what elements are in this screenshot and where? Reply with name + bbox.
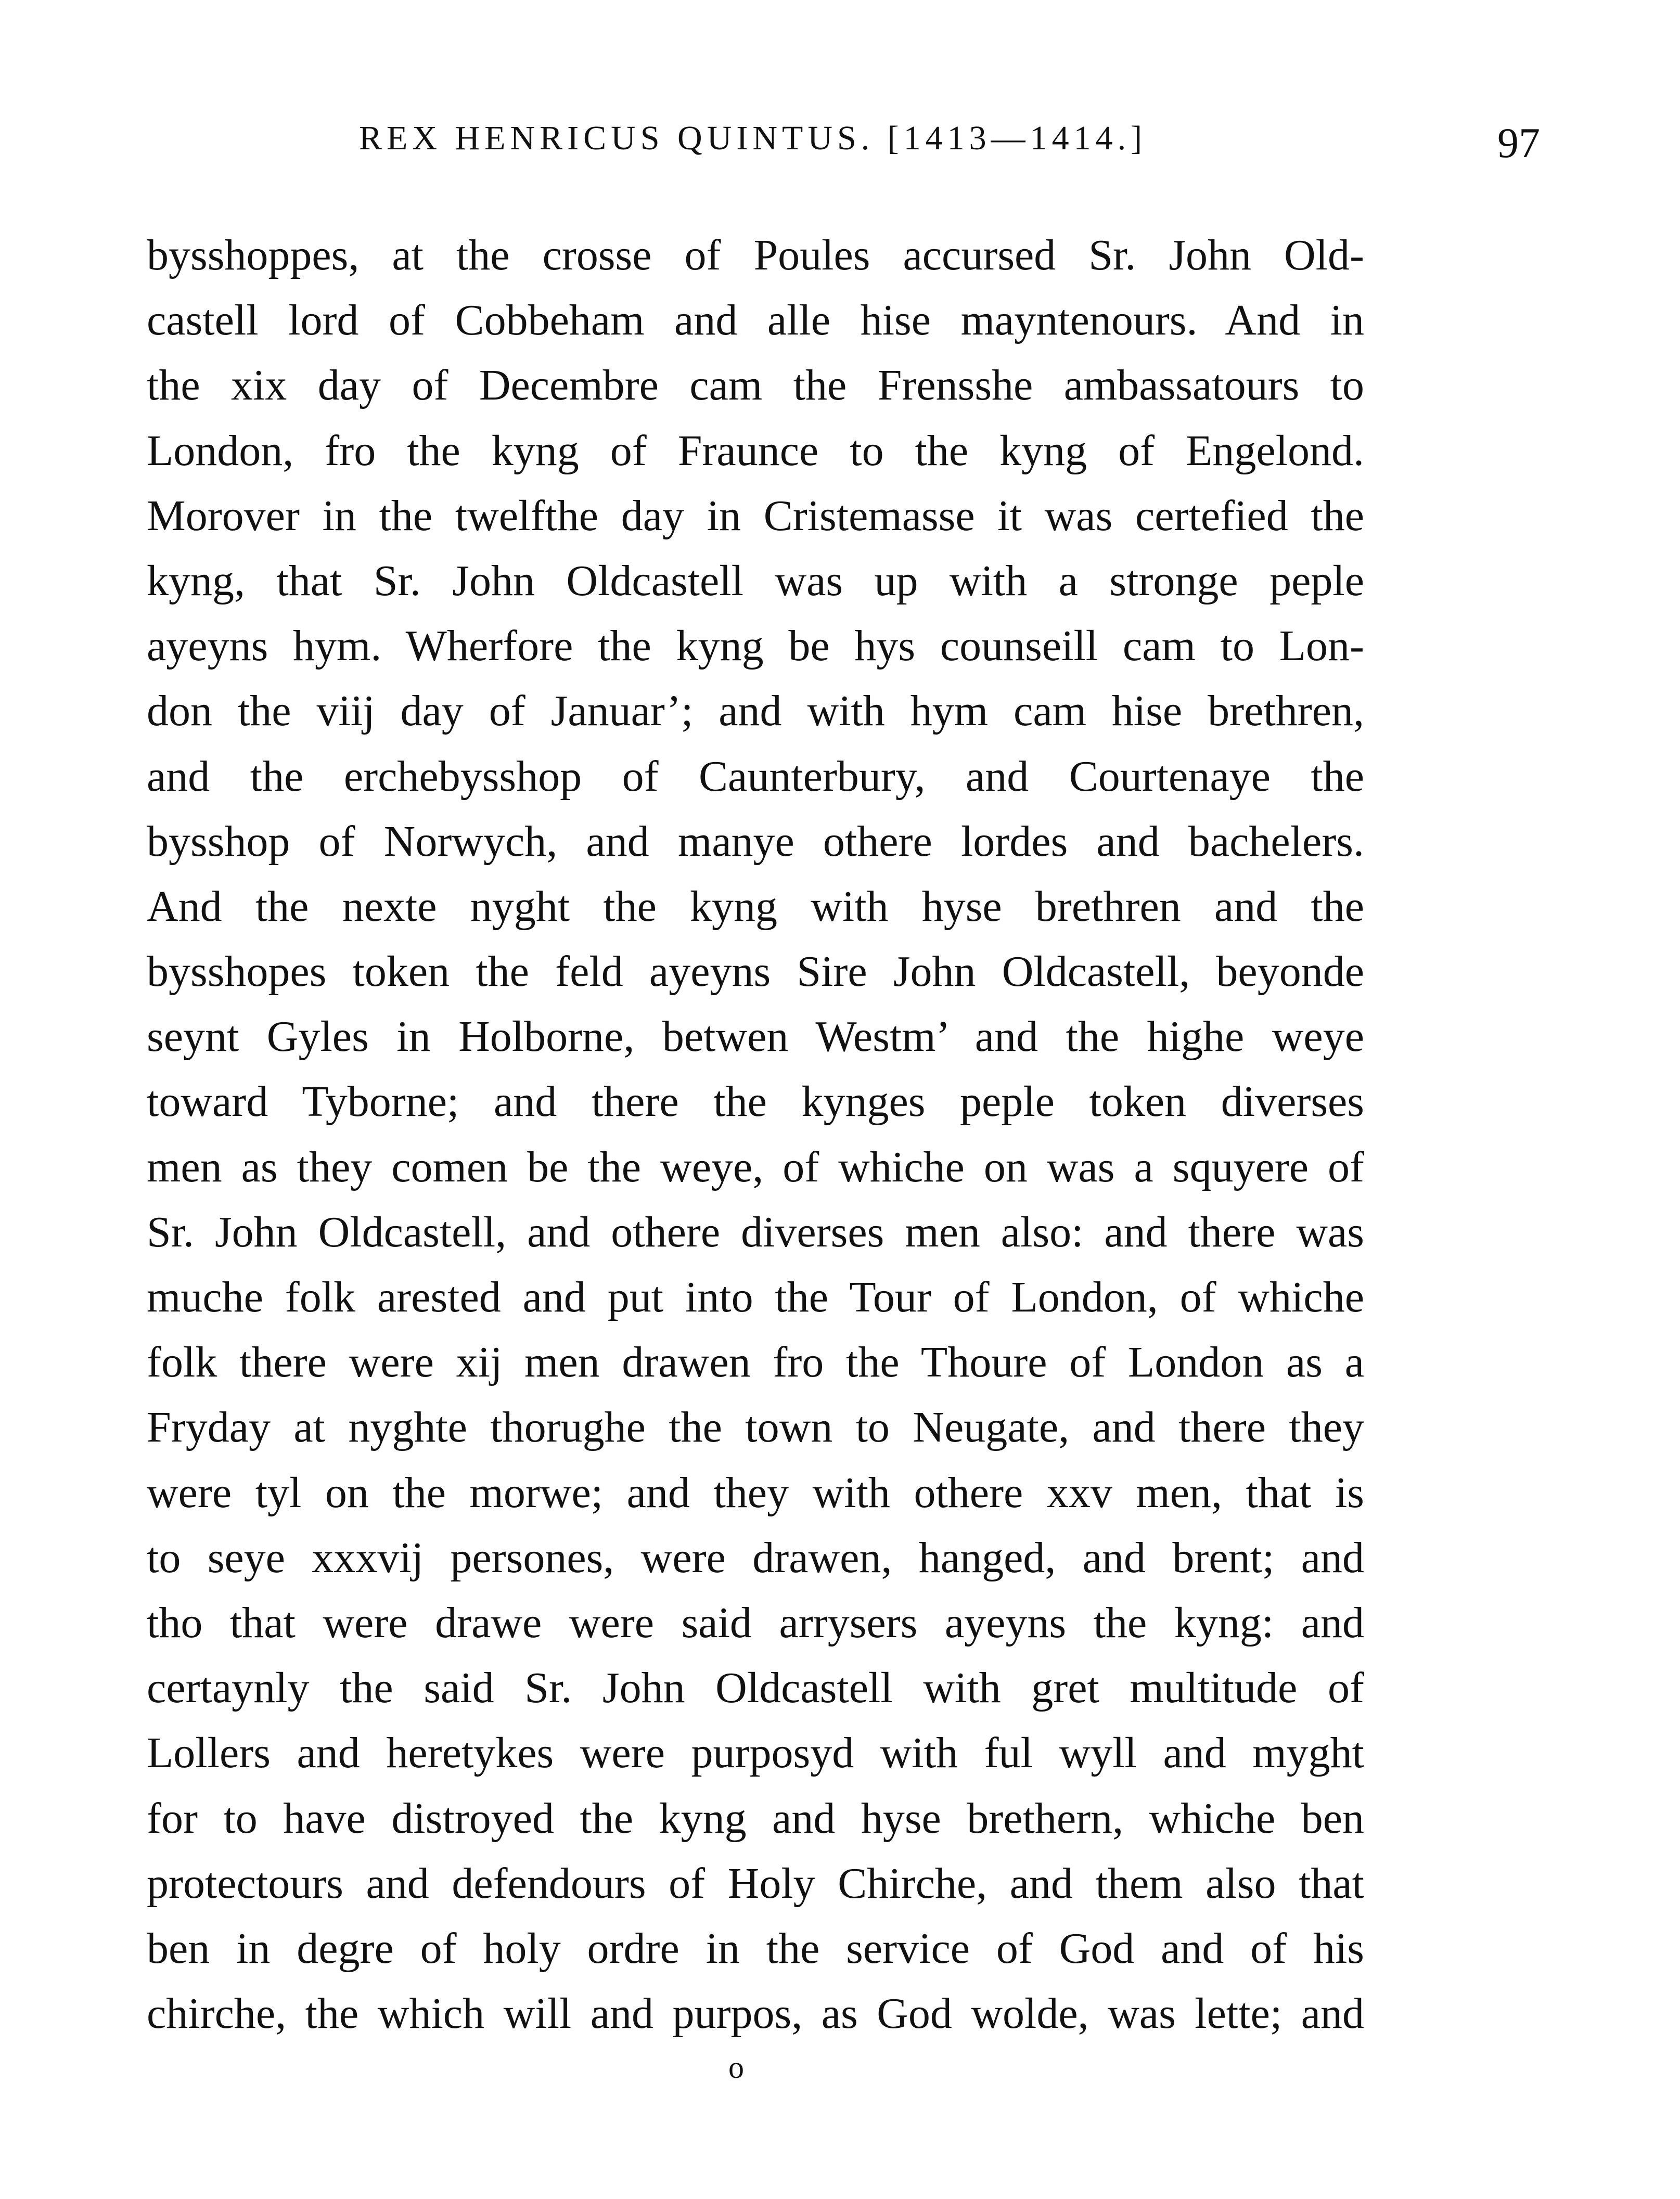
body-text bbox=[147, 223, 1364, 2046]
text-line: bysshoppes, at the crosse of Poules accursed Sr. John Old- bbox=[147, 231, 1364, 279]
text-line: castell lord of Cobbeham and alle hise mayntenours. And in bbox=[147, 296, 1364, 345]
text-line: Morover in the twelfthe day in Cristemasse it was certefied the bbox=[147, 491, 1364, 540]
text-line: kyng, that Sr. John Oldcastell was up with a stronge peple bbox=[147, 556, 1364, 605]
text-line: ben in degre of holy ordre in the service of God and of his bbox=[147, 1924, 1364, 1973]
text-line: ayeyns hym. Wherfore the kyng be hys counseill cam to Lon- bbox=[147, 622, 1364, 671]
text-line: were tyl on the morwe; and they with othere xxv men, that is bbox=[147, 1468, 1364, 1517]
text-line: bysshopes token the feld ayeyns Sire John Oldcastell, beyonde bbox=[147, 947, 1364, 996]
text-line: toward Tyborne; and there the kynges peple token diverses bbox=[147, 1077, 1364, 1126]
text-line: And the nexte nyght the kyng with hyse brethren and the bbox=[147, 882, 1364, 931]
text-line: Lollers and heretykes were purposyd with ful wyll and myght bbox=[147, 1729, 1364, 1778]
text-line: muche folk arested and put into the Tour of London, of whiche bbox=[147, 1273, 1364, 1321]
text-line: Fryday at nyghte thorughe the town to Neugate, and there they bbox=[147, 1403, 1364, 1452]
text-line: folk there were xij men drawen fro the Thoure of London as a bbox=[147, 1338, 1364, 1387]
text-line: bysshop of Norwych, and manye othere lordes and bachelers. bbox=[147, 817, 1364, 866]
text-line: for to have distroyed the kyng and hyse brethern, whiche ben bbox=[147, 1794, 1364, 1843]
text-line: seynt Gyles in Holborne, betwen Westm’ and the highe weye bbox=[147, 1012, 1364, 1061]
text-line: the xix day of Decembre cam the Frensshe ambassatours to bbox=[147, 361, 1364, 410]
text-line: certaynly the said Sr. John Oldcastell with gret multitude of bbox=[147, 1664, 1364, 1713]
page-number: 97 bbox=[1497, 119, 1540, 166]
signature-mark: o bbox=[728, 2050, 744, 2085]
text-line: and the erchebysshop of Caunterbury, and Courtenaye the bbox=[147, 752, 1364, 801]
text-line: chirche, the which will and purpos, as God wolde, was lette; and bbox=[147, 1989, 1364, 2038]
page-header bbox=[146, 109, 1540, 177]
text-line: London, fro the kyng of Fraunce to the kyng of Engelond. bbox=[147, 426, 1364, 475]
text-line: tho that were drawe were said arrysers ayeyns the kyng: and bbox=[147, 1598, 1364, 1647]
text-line: Sr. John Oldcastell, and othere diverses men also: and there was bbox=[147, 1207, 1364, 1256]
text-line: protectours and defendours of Holy Chirche, and them also that bbox=[147, 1859, 1364, 1908]
text-line: to seye xxxvij persones, were drawen, hanged, and brent; and bbox=[147, 1533, 1364, 1582]
text-line: don the viij day of Januar’; and with hym cam hise brethren, bbox=[147, 687, 1364, 736]
text-line: men as they comen be the weye, of whiche on was a squyere of bbox=[147, 1142, 1364, 1191]
running-title: REX HENRICUS QUINTUS. [1413—1414.] bbox=[359, 119, 1147, 157]
